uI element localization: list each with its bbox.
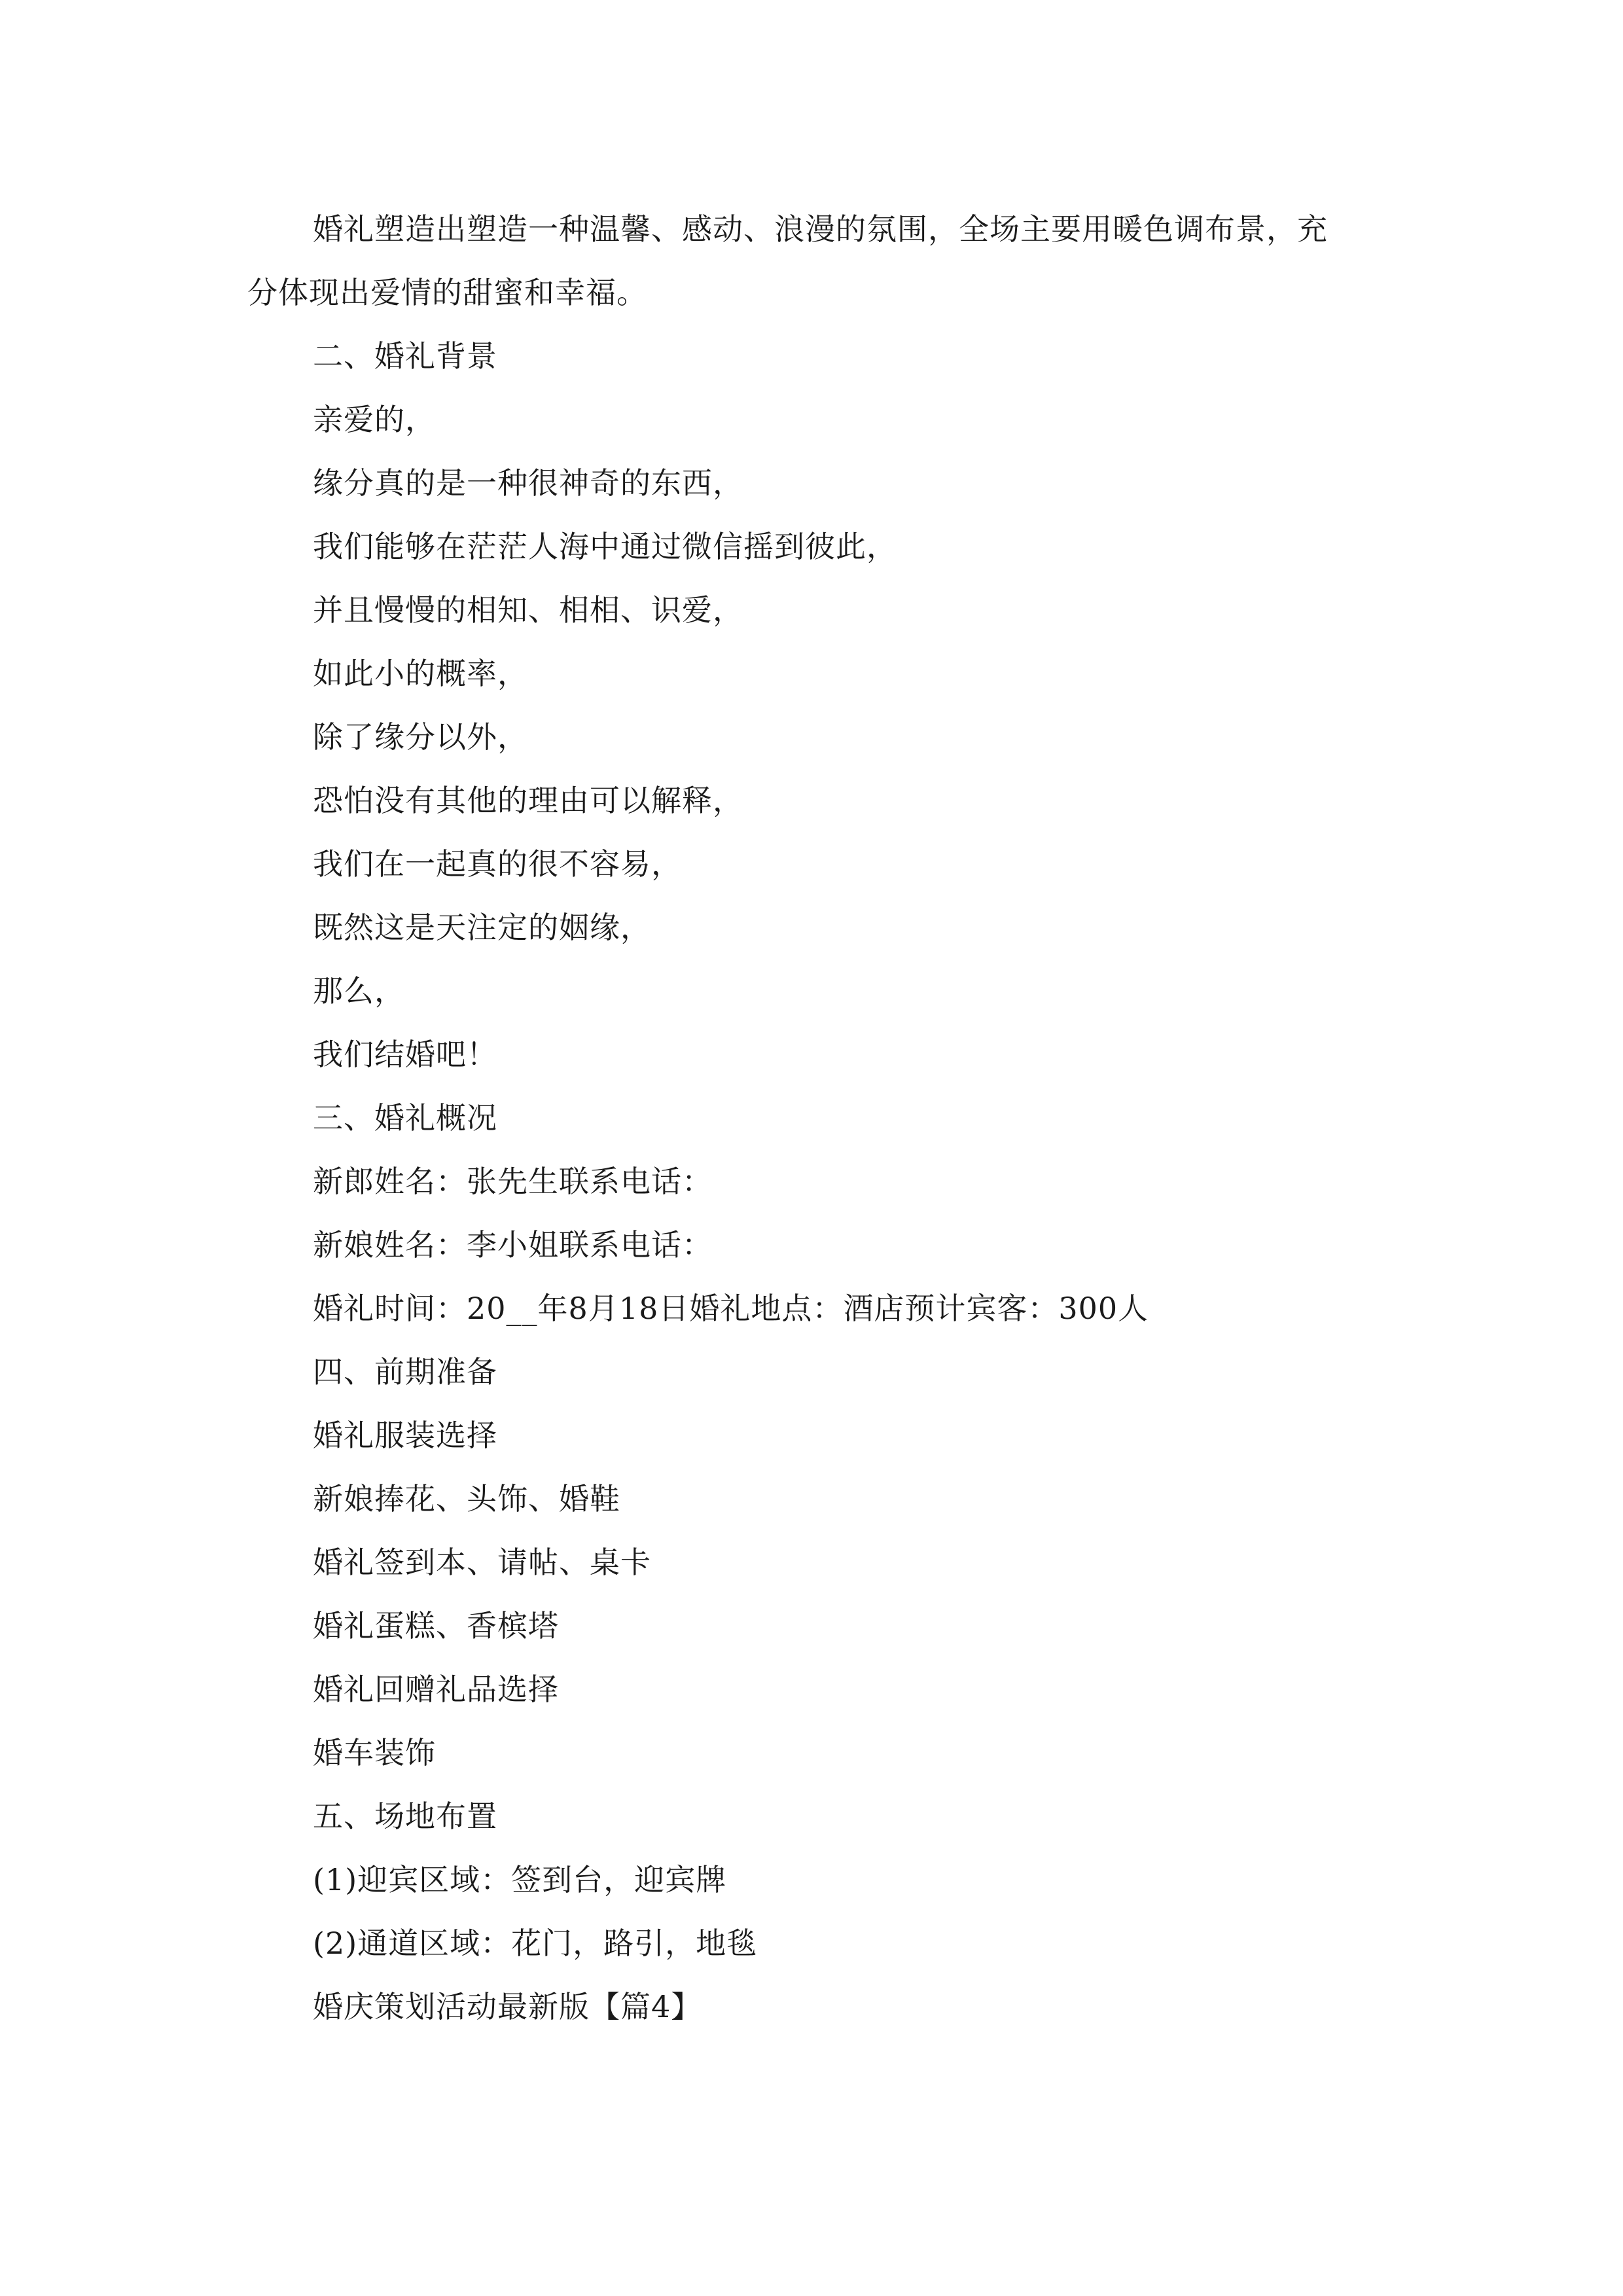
bride-info: 新娘姓名：李小姐联系电话： (313, 1227, 713, 1263)
letter-line: 我们结婚吧！ (313, 1037, 497, 1072)
paragraph-intro-line-2: 分体现出爱情的甜蜜和幸福。 (247, 275, 647, 310)
letter-line: 既然这是天注定的姻缘， (313, 910, 651, 945)
letter-line: 我们能够在茫茫人海中通过微信摇到彼此， (313, 529, 897, 564)
list-item: (1)迎宾区域：签到台，迎宾牌 (313, 1862, 727, 1897)
letter-line: 并且慢慢的相知、相相、识爱， (313, 592, 743, 628)
section-heading-overview: 三、婚礼概况 (313, 1100, 497, 1136)
letter-line: 亲爱的， (313, 402, 436, 437)
list-item: 婚车装饰 (313, 1735, 436, 1770)
list-item: (2)通道区域：花门，路引，地毯 (313, 1926, 758, 1961)
wedding-details: 婚礼时间：20__年8月18日婚礼地点：酒店预计宾客：300人 (313, 1291, 1149, 1326)
letter-line: 我们在一起真的很不容易， (313, 846, 682, 882)
list-item: 新娘捧花、头饰、婚鞋 (313, 1481, 620, 1516)
groom-info: 新郎姓名：张先生联系电话： (313, 1164, 713, 1199)
paragraph-intro-line-1: 婚礼塑造出塑造一种温馨、感动、浪漫的氛围，全场主要用暖色调布景，充 (313, 211, 1328, 247)
letter-line: 缘分真的是一种很神奇的东西， (313, 465, 743, 501)
letter-line: 恐怕没有其他的理由可以解释， (313, 783, 743, 818)
article-title: 婚庆策划活动最新版【篇4】 (313, 1989, 702, 2024)
section-heading-background: 二、婚礼背景 (313, 338, 497, 374)
list-item: 婚礼签到本、请帖、桌卡 (313, 1545, 651, 1580)
section-heading-preparation: 四、前期准备 (313, 1354, 497, 1390)
letter-line: 如此小的概率， (313, 656, 528, 691)
list-item: 婚礼蛋糕、香槟塔 (313, 1608, 559, 1643)
letter-line: 那么， (313, 973, 405, 1009)
letter-line: 除了缘分以外， (313, 719, 528, 755)
list-item: 婚礼回赠礼品选择 (313, 1672, 559, 1707)
list-item: 婚礼服装选择 (313, 1418, 497, 1453)
section-heading-venue: 五、场地布置 (313, 1799, 497, 1834)
